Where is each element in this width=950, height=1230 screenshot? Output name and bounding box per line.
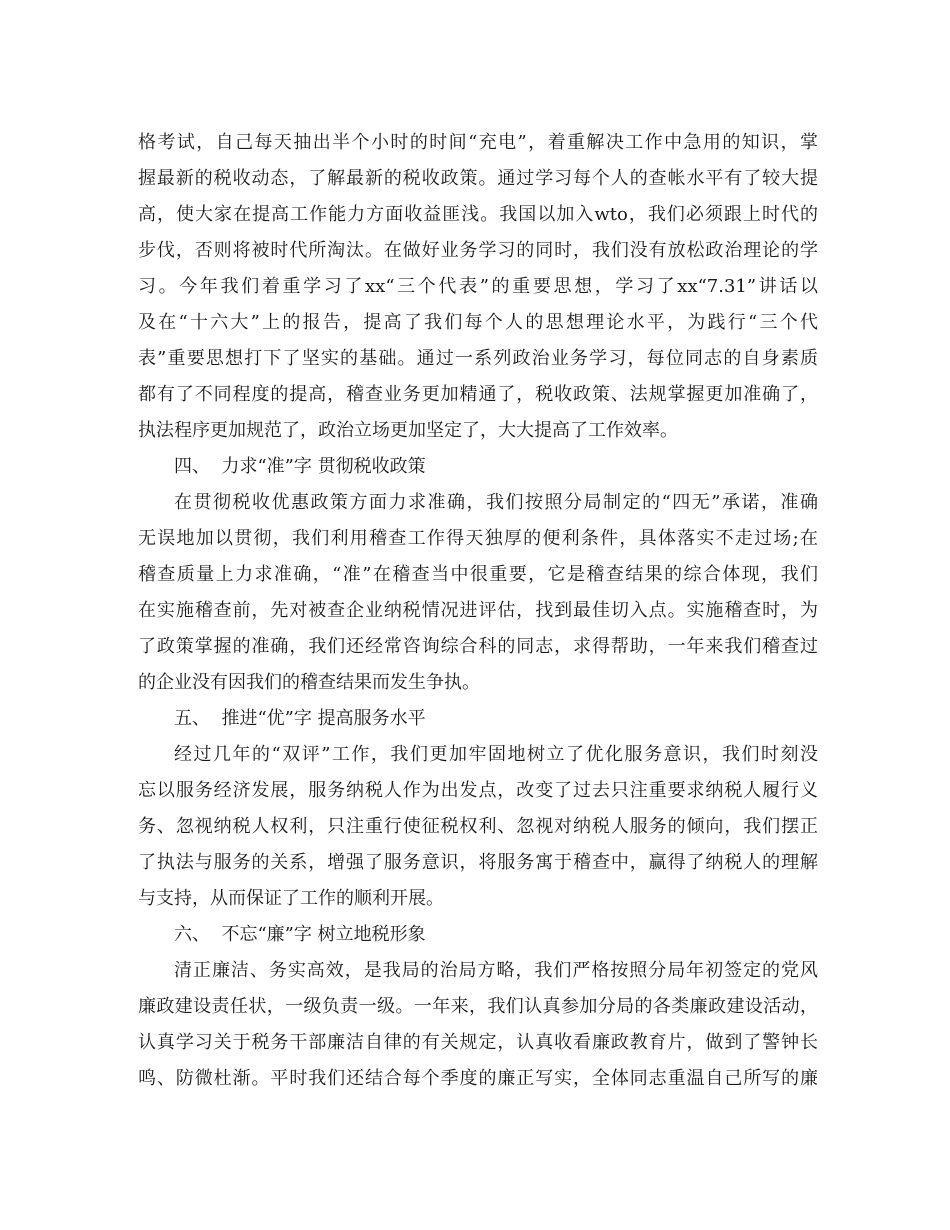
paragraph-line: 认真学习关于税务干部廉洁自律的有关规定，认真收看廉政教育片，做到了警钟长 (138, 1032, 818, 1053)
paragraph-line: 及在“十六大”上的报告，提高了我们每个人的思想理论水平，为践行“三个代 (138, 312, 818, 333)
paragraph-line: 握最新的税收动态，了解最新的税收政策。通过学习每个人的查帐水平有了较大提 (138, 168, 818, 189)
paragraph-line: 务、忽视纳税人权利，只注重行使征税权利、忽视对纳税人服务的倾向，我们摆正 (138, 816, 818, 837)
paragraph-line: 忘以服务经济发展，服务纳税人作为出发点，改变了过去只注重要求纳税人履行义 (138, 780, 818, 801)
paragraph-line: 表”重要思想打下了坚实的基础。通过一系列政治业务学习，每位同志的自身素质 (138, 348, 818, 369)
paragraph-line: 清正廉洁、务实高效，是我局的治局方略，我们严格按照分局年初签定的党风 (174, 960, 818, 981)
paragraph-line: 高，使大家在提高工作能力方面收益匪浅。我国以加入wto，我们必须跟上时代的 (138, 204, 818, 225)
section-heading-4: 四、 力求“准”字 贯彻税收政策 (174, 456, 426, 477)
paragraph-line: 的企业没有因我们的稽查结果而发生争执。 (138, 672, 480, 693)
paragraph-line: 了政策掌握的准确，我们还经常咨询综合科的同志，求得帮助，一年来我们稽查过 (138, 636, 818, 657)
paragraph-line: 在贯彻税收优惠政策方面力求准确，我们按照分局制定的“四无”承诺，准确 (174, 492, 818, 513)
paragraph-line: 廉政建设责任状，一级负责一级。一年来，我们认真参加分局的各类廉政建设活动， (138, 996, 818, 1017)
paragraph-line: 无误地加以贯彻，我们利用稽查工作得天独厚的便利条件，具体落实不走过场;在 (138, 528, 818, 549)
section-heading-5: 五、 推进“优”字 提高服务水平 (174, 708, 426, 729)
paragraph-line: 执法程序更加规范了，政治立场更加坚定了，大大提高了工作效率。 (138, 420, 678, 441)
paragraph-line: 经过几年的“双评”工作，我们更加牢固地树立了优化服务意识，我们时刻没 (174, 744, 818, 765)
paragraph-line: 格考试，自己每天抽出半个小时的时间“充电”，着重解决工作中急用的知识，掌 (138, 132, 818, 153)
paragraph-line: 在实施稽查前，先对被查企业纳税情况进评估，找到最佳切入点。实施稽查时，为 (138, 600, 818, 621)
paragraph-line: 步伐，否则将被时代所淘汰。在做好业务学习的同时，我们没有放松政治理论的学 (138, 240, 818, 261)
section-heading-6: 六、 不忘“廉”字 树立地税形象 (174, 924, 426, 945)
paragraph-line: 鸣、防微杜渐。平时我们还结合每个季度的廉正写实，全体同志重温自己所写的廉 (138, 1068, 818, 1089)
paragraph-line: 稽查质量上力求准确，“准”在稽查当中很重要，它是稽查结果的综合体现，我们 (138, 564, 818, 585)
paragraph-line: 习。今年我们着重学习了xx“三个代表”的重要思想，学习了xx“7.31”讲话以 (138, 276, 818, 297)
paragraph-line: 了执法与服务的关系，增强了服务意识，将服务寓于稽查中，赢得了纳税人的理解 (138, 852, 818, 873)
paragraph-line: 都有了不同程度的提高，稽查业务更加精通了，税收政策、法规掌握更加准确了， (138, 384, 818, 405)
paragraph-line: 与支持，从而保证了工作的顺利开展。 (138, 888, 444, 909)
